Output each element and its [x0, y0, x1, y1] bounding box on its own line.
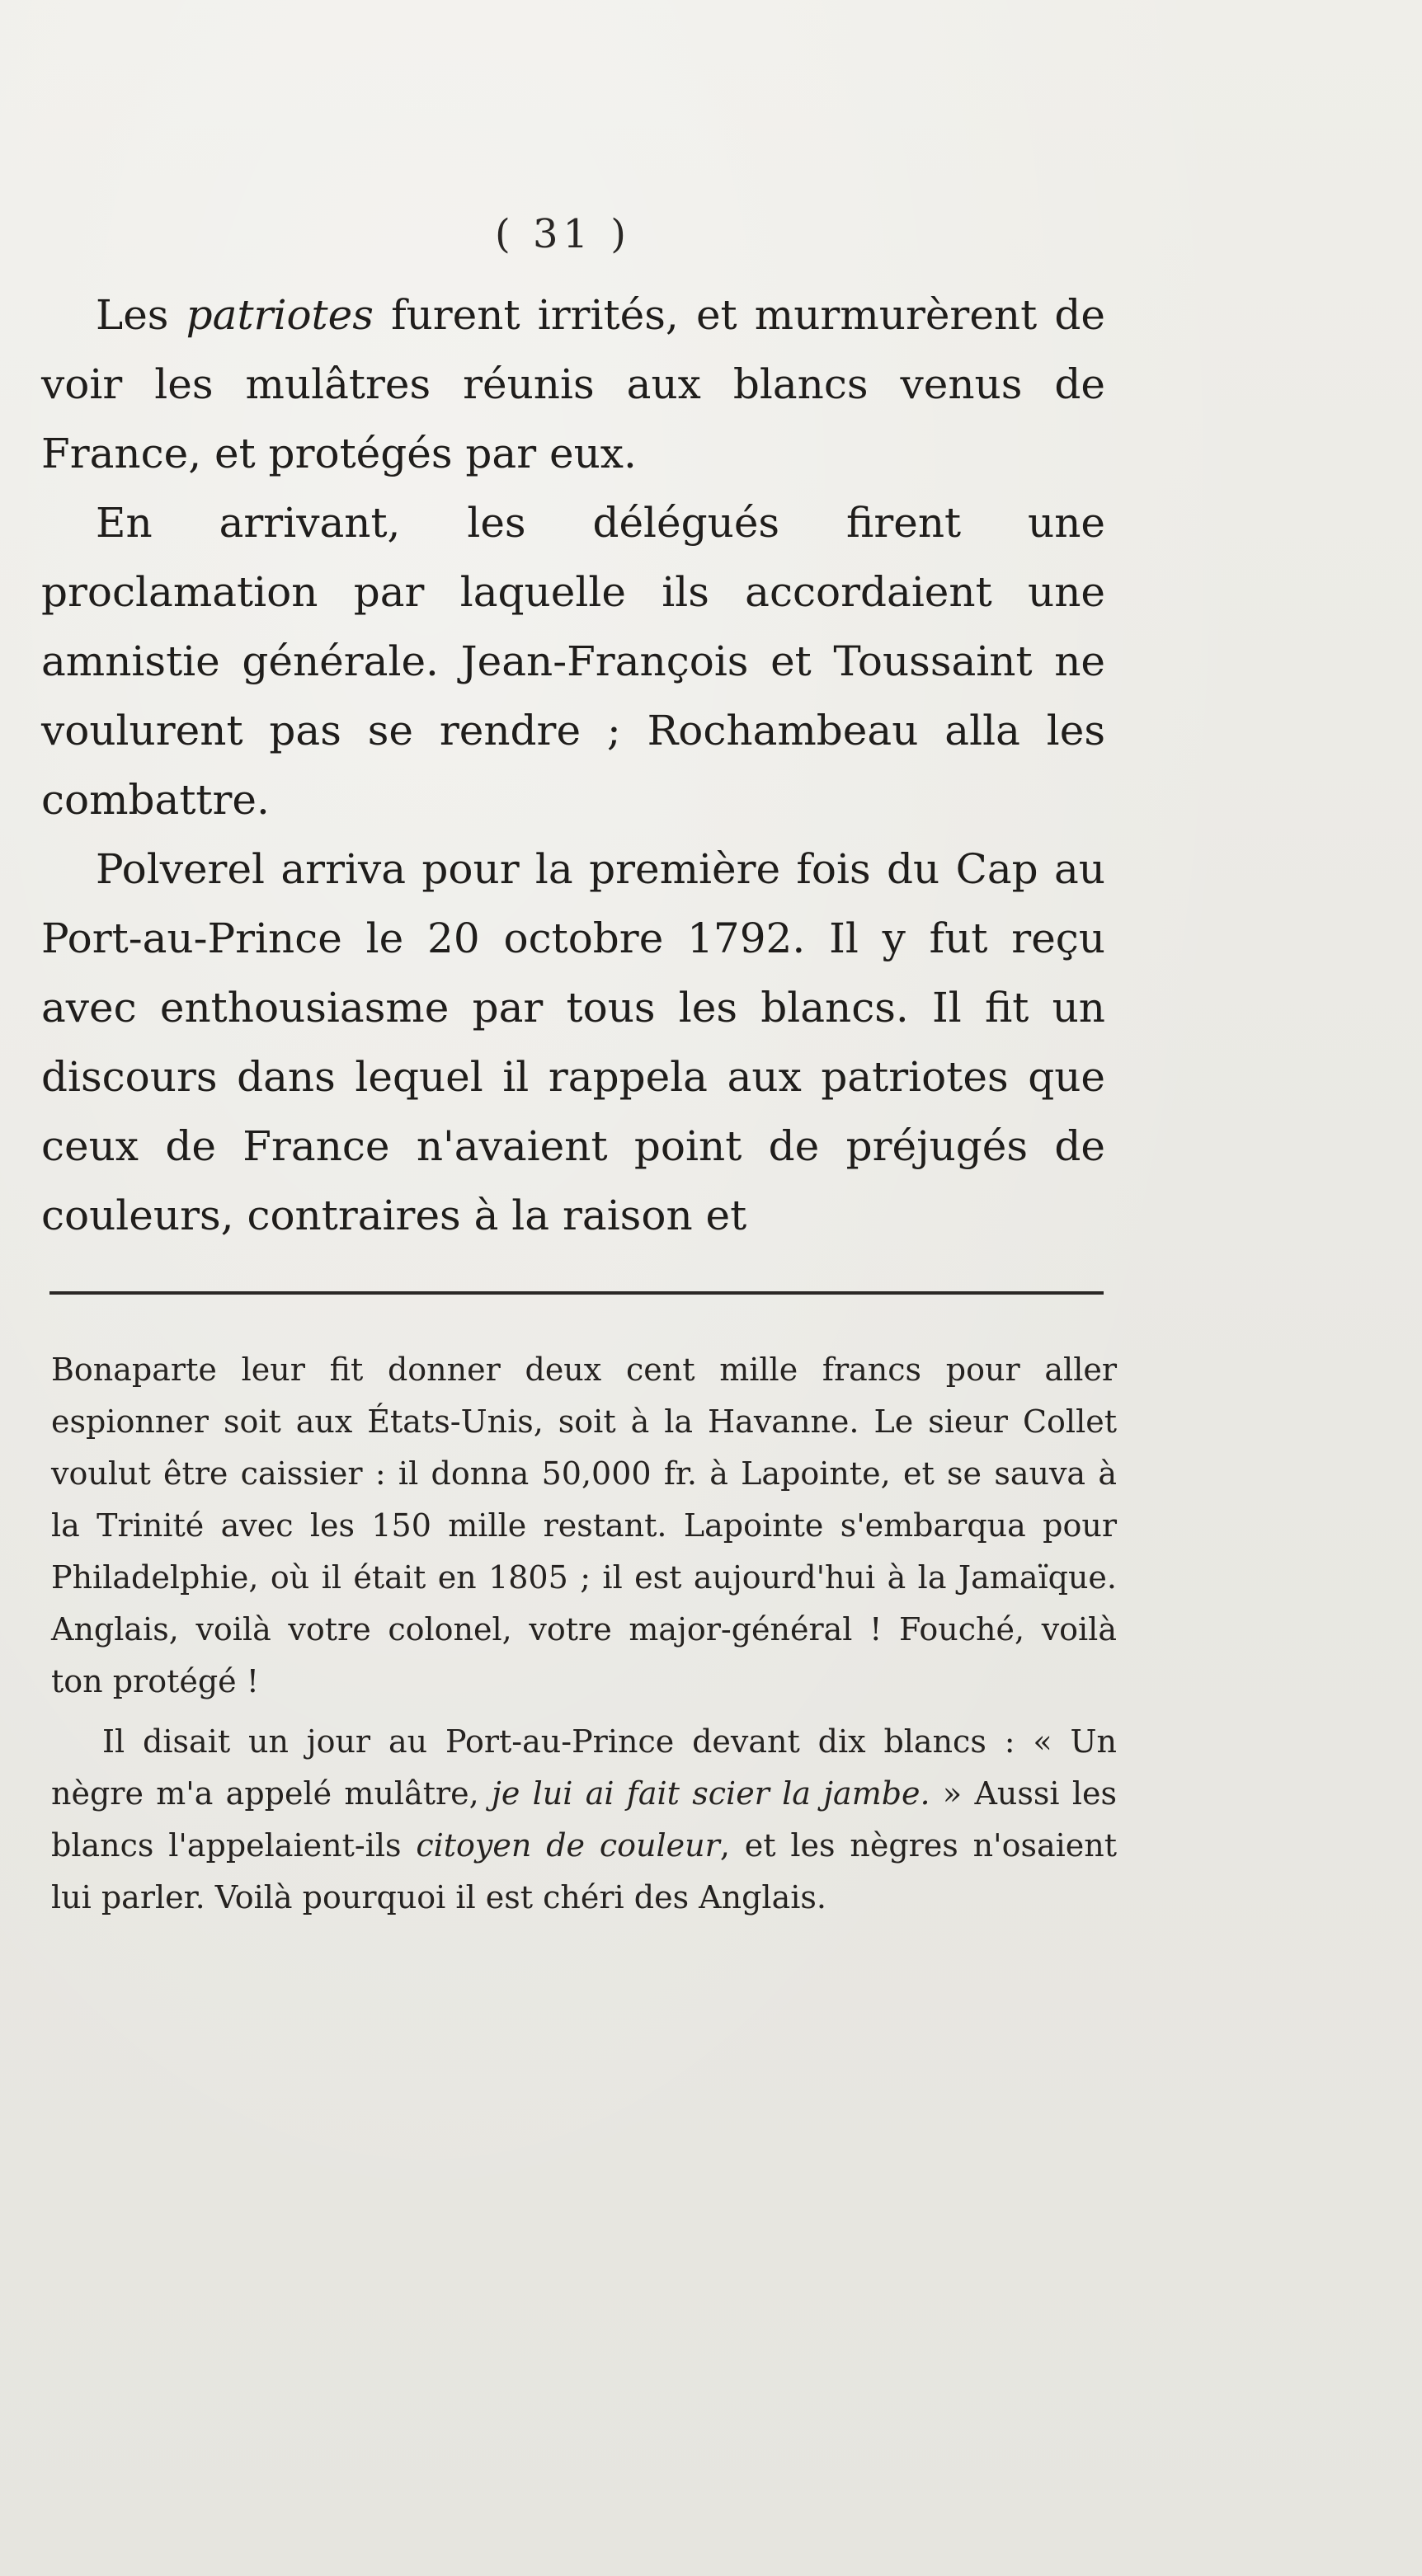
footnote-2-part-e: , et les nègres n'osaient lui parler. Voilà pourquoi il est chéri des Anglais. — [51, 1827, 1117, 1916]
footnote-2-part-c: » Aussi les blancs l'appelaient-ils — [51, 1775, 1117, 1864]
page-number: ( 31 ) — [494, 211, 632, 257]
footnote-paragraph-1: Bonaparte leur fit donner deux cent mille francs pour aller espionner soit aux États-Unis, soit à la Havanne. Le sieur Collet voulut être caissier : il donna 50,000 fr. à Lapointe, et se sauva à la Trinité avec les 150 mille restant. Lapointe s'embarqua pour Philadelphie, où il était en 1805 ; il est aujourd'hui à la Jamaïque. Anglais, voilà votre colonel, votre major-général ! Fouché, voilà ton protégé ! — [51, 1351, 1117, 1699]
italic-patriotes: patriotes — [186, 291, 374, 339]
footnote-divider — [49, 1291, 1104, 1295]
paragraph-3: Polverel arriva pour la première fois du Cap au Port-au-Prince le 20 octobre 1792. Il y fut reçu avec enthousiasme par tous les blancs. Il fit un discours dans lequel il rappela aux patriotes que ceux de France n'avaient point de préjugés de couleurs, contraires à la raison et — [41, 845, 1105, 1239]
footnote-2-italic-quote: je lui ai fait scier la jambe. — [492, 1775, 930, 1812]
footnote-2-italic-citoyen: citoyen de couleur — [416, 1827, 720, 1864]
paragraph-1-start: Les — [96, 291, 186, 339]
paragraph-2: En arrivant, les délégués firent une proclamation par laquelle ils accordaient une amnistie générale. Jean-François et Toussaint ne voulurent pas se rendre ; Rochambeau alla les combattre. — [41, 499, 1105, 824]
main-text — [41, 280, 1105, 1250]
footnote-2-part-a: Il disait un jour au Port-au-Prince devant dix blancs : « Un nègre m'a appelé mulâtre, — [51, 1723, 1117, 1812]
paragraph-1-rest: furent irrités, et murmurèrent de voir les mulâtres réunis aux blancs venus de France, et protégés par eux. — [41, 291, 1105, 477]
paragraph-1 — [41, 280, 1105, 488]
footnote — [51, 1344, 1117, 1924]
footnote-paragraph-2 — [51, 1716, 1117, 1924]
